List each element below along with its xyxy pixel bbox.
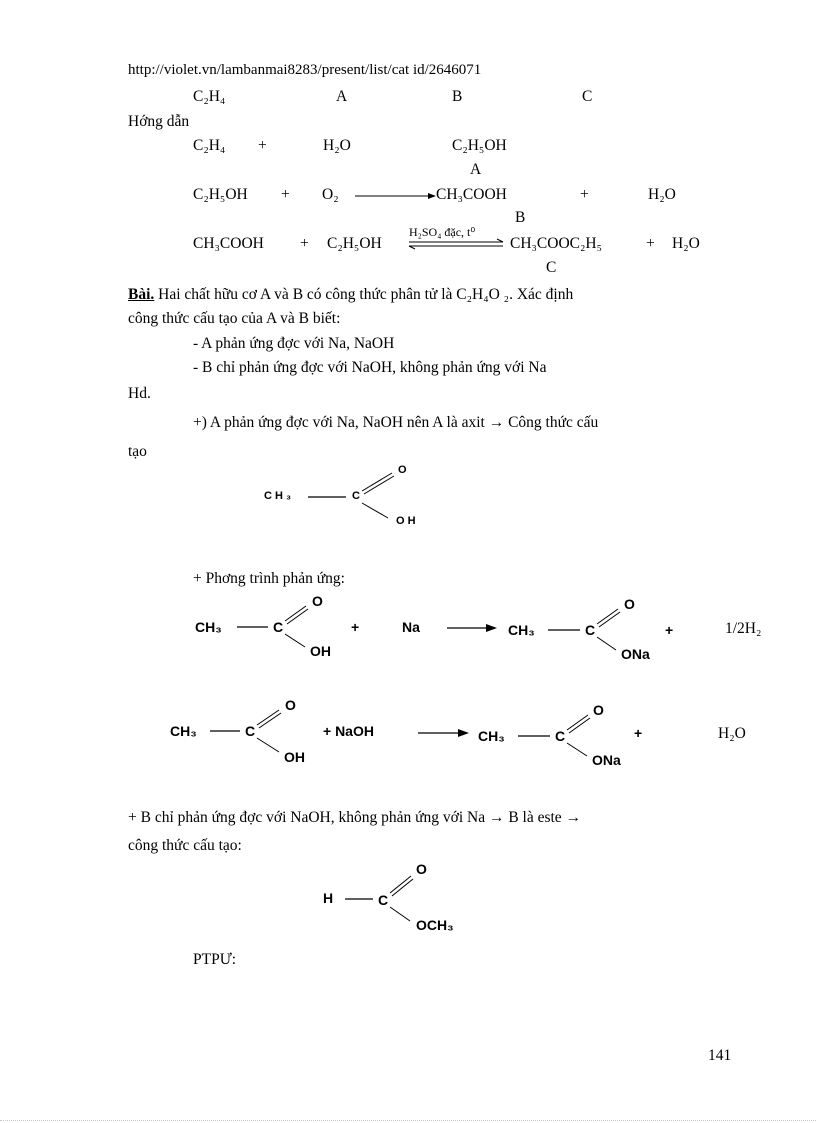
rx1-product-ona: ONa (621, 646, 650, 662)
struct2-och3: OCH₃ (416, 917, 454, 933)
struct1-oh: O H (396, 515, 416, 527)
eq1-product: C₂H₅OH (452, 137, 507, 154)
eq3-reactant-2: C₂H₅OH (327, 235, 382, 252)
struct1-c: C (352, 490, 360, 502)
struct2-h: H (323, 890, 334, 906)
eq2-reactant-1: C₂H₅OH (193, 186, 248, 203)
struct2-o: O (416, 861, 427, 877)
part-b-line-1: + B chỉ phản ứng đợc với NaOH, không phản ứng với Na → B là este → (128, 809, 582, 826)
eq2-plus-1: + (281, 186, 290, 203)
eq3-plus-2: + (646, 235, 655, 252)
eq3-product-1: CH₃COOC₂H₅ (510, 235, 603, 252)
rx1-product-o: O (624, 596, 635, 612)
problem-label: Bài. (128, 286, 155, 303)
eq2-arrowhead (428, 193, 436, 199)
rx2-arrowhead (458, 729, 469, 737)
eq3-label: C (546, 259, 557, 276)
rx1-hydrogen: 1/2H₂ (725, 620, 762, 637)
struct1-ch3: C H ₃ (264, 490, 292, 502)
eq1-plus: + (258, 137, 267, 154)
chain-b: B (452, 88, 463, 105)
rx2-water: H₂O (718, 725, 746, 742)
problem-text: Hai chất hữu cơ A và B có công thức phân tử là C₂H₄O ₂. Xác định (158, 286, 574, 303)
rx1-na: Na (402, 619, 420, 635)
rx2-plus: + (634, 725, 643, 741)
reaction-heading: + Phơng trình phản ứng: (193, 570, 345, 587)
rx2-product-ona: ONa (592, 752, 621, 768)
part-a-line-2: tạo (128, 443, 147, 460)
source-url: http://violet.vn/lambanmai8283/present/list/cat id/2646071 (128, 62, 482, 78)
eq2-plus-2: + (580, 186, 589, 203)
rx1-product-c: C (585, 622, 596, 638)
eq1-label: A (470, 161, 482, 178)
rx2-product-c: C (555, 728, 566, 744)
rx1-product-ch3: CH₃ (508, 622, 535, 638)
chain-start: C₂H₄ (193, 88, 226, 105)
hd-label: Hd. (128, 385, 151, 402)
footer-rule (0, 1120, 816, 1121)
rx1-c: C (273, 619, 284, 635)
rx1-o: O (312, 593, 323, 609)
guide-label: Hớng dẫn (128, 113, 190, 130)
problem-line-2: công thức cấu tạo của A và B biết: (128, 310, 341, 327)
rx2-ch3: CH₃ (170, 723, 197, 739)
eq3-product-2: H₂O (672, 235, 700, 252)
eq3-condition: H₂SO₄ đặc, t⁰ (409, 225, 476, 239)
rx2-product-o: O (593, 702, 604, 718)
eq3-reactant-1: CH₃COOH (193, 235, 264, 252)
rx1-plus-2: + (665, 622, 674, 638)
rx2-oh: OH (284, 749, 305, 765)
eq2-reactant-2: O₂ (322, 186, 339, 203)
page-number: 141 (708, 1047, 732, 1064)
chain-a: A (336, 88, 348, 105)
rx2-o: O (285, 697, 296, 713)
eq1-reactant-1: C₂H₄ (193, 137, 226, 154)
chain-c: C (582, 88, 593, 105)
part-a-line-1: +) A phản ứng đợc với Na, NaOH nên A là axit → Công thức cấu (193, 414, 599, 431)
rx2-naoh: + NaOH (323, 723, 374, 739)
eq1-reactant-2: H₂O (323, 137, 351, 154)
ptpu-label: PTPƯ: (193, 951, 237, 968)
rx1-ch3: CH₃ (195, 619, 222, 635)
condition-a: - A phản ứng đợc với Na, NaOH (193, 335, 395, 352)
struct2-c: C (378, 892, 389, 908)
rx1-plus-1: + (351, 619, 360, 635)
struct1-o: O (398, 464, 407, 476)
rx2-product-ch3: CH₃ (478, 728, 505, 744)
condition-b: - B chỉ phản ứng đợc với NaOH, không phản ứng với Na (193, 359, 547, 376)
eq2-product-2: H₂O (648, 186, 676, 203)
eq2-label: B (515, 209, 526, 226)
eq2-product-1: CH₃COOH (436, 186, 507, 203)
rx1-arrowhead (486, 624, 497, 632)
rx2-c: C (245, 723, 256, 739)
rx1-oh: OH (310, 643, 331, 659)
eq3-plus-1: + (300, 235, 309, 252)
part-b-line-2: công thức cấu tạo: (128, 837, 242, 854)
